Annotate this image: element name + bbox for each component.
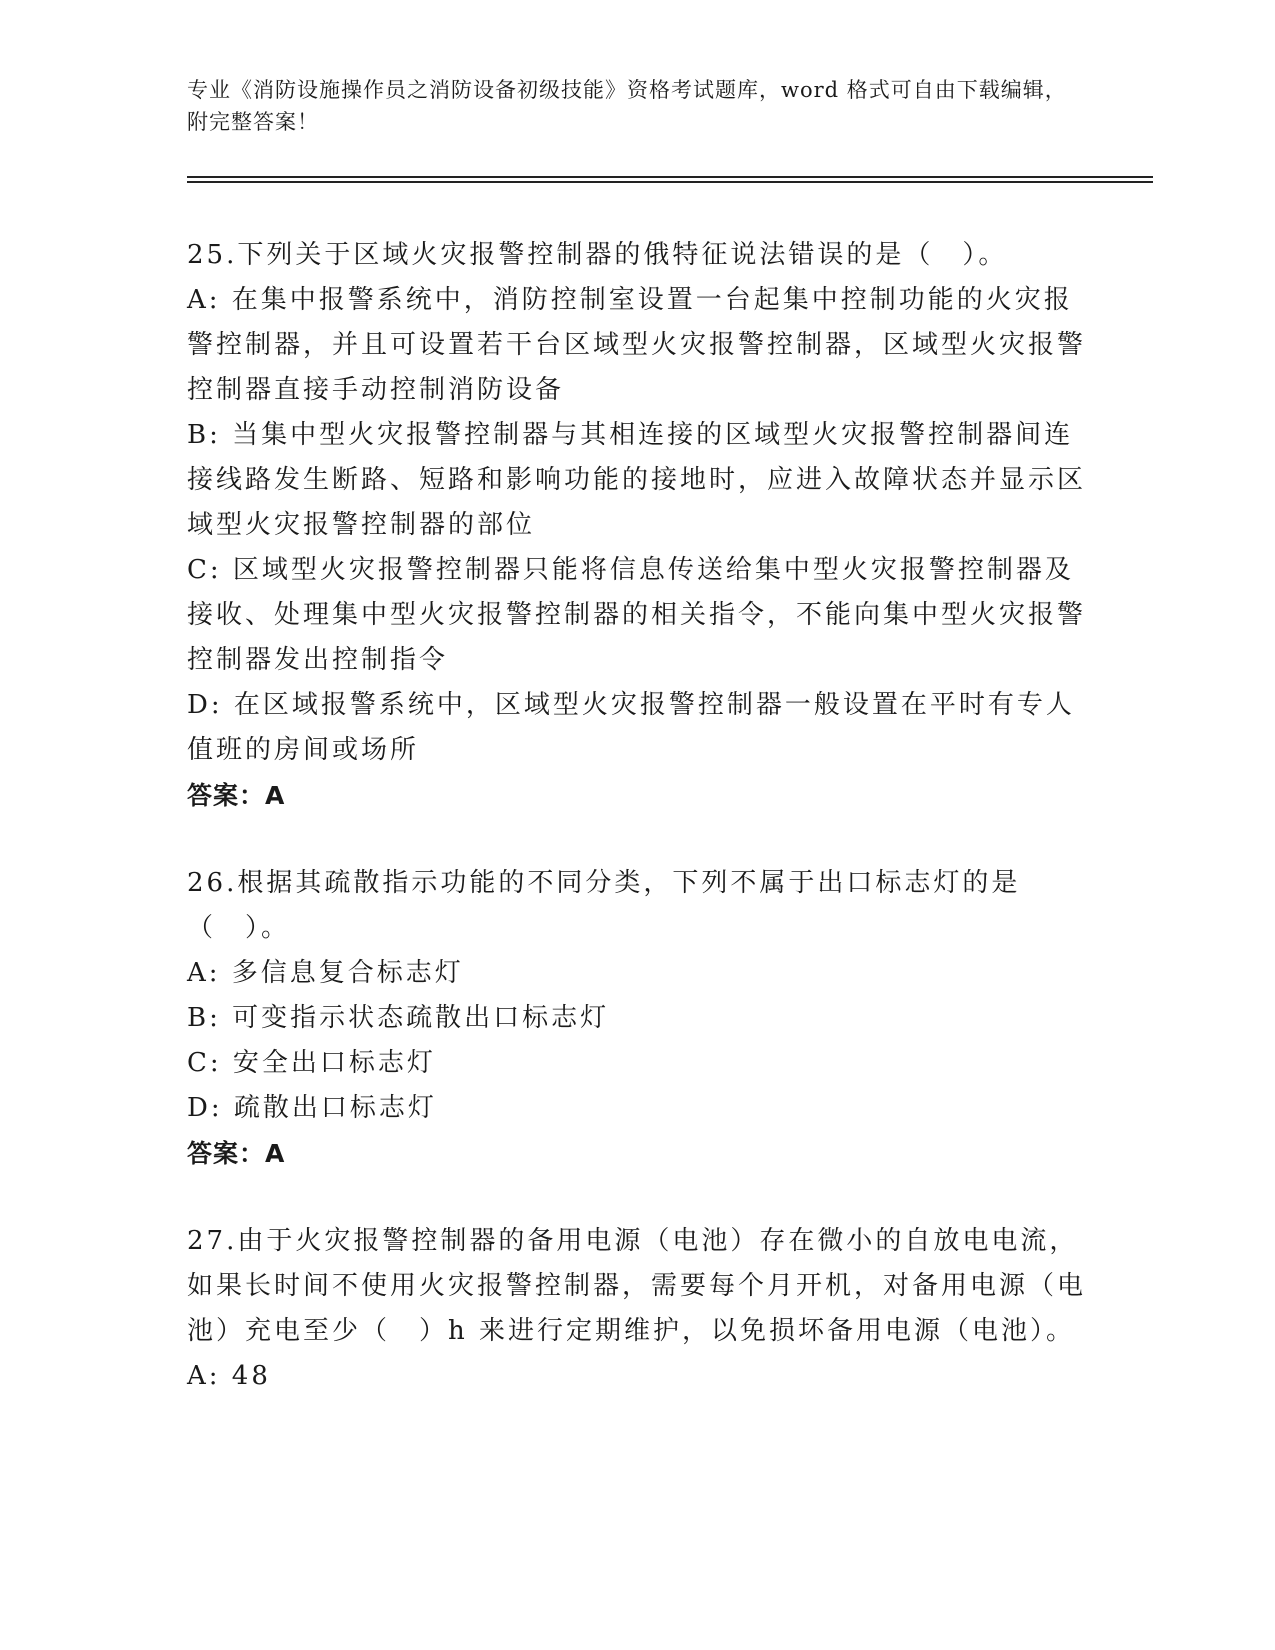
answer: 答案：A [187,781,286,810]
question-stem: 26.根据其疏散指示功能的不同分类，下列不属于出口标志灯的是（ ）。 [187,868,1021,943]
document-header [187,74,1067,138]
question-27 [187,1219,1087,1399]
option-d: D: 疏散出口标志灯 [187,1093,437,1123]
question-26 [187,861,1087,1176]
option-c: C: 安全出口标志灯 [187,1048,436,1078]
question-list [187,233,1087,1442]
question-stem: 27.由于火灾报警控制器的备用电源（电池）存在微小的自放电电流，如果长时间不使用火灾报警控制器，需要每个月开机，对备用电源（电池）充电至少（ ）h 来进行定期维护，以免损坏备用电源（电池）。 [187,1226,1087,1346]
header-text: 专业《消防设施操作员之消防设备初级技能》资格考试题库，word 格式可自由下载编辑，附完整答案！ [187,78,1067,134]
option-c: C: 区域型火灾报警控制器只能将信息传送给集中型火灾报警控制器及接收、处理集中型火灾报警控制器的相关指令，不能向集中型火灾报警控制器发出控制指令 [187,555,1087,675]
answer: 答案：A [187,1139,286,1168]
option-a: A: 48 [187,1361,271,1391]
option-a: A: 在集中报警系统中，消防控制室设置一台起集中控制功能的火灾报警控制器，并且可设置若干台区域型火灾报警控制器，区域型火灾报警控制器直接手动控制消防设备 [187,285,1087,405]
header-divider-bottom [187,181,1153,183]
question-stem: 25.下列关于区域火灾报警控制器的俄特征说法错误的是（ ）。 [187,240,1008,270]
question-25 [187,233,1087,818]
option-b: B: 可变指示状态疏散出口标志灯 [187,1003,610,1033]
option-d: D: 在区域报警系统中，区域型火灾报警控制器一般设置在平时有专人值班的房间或场所 [187,690,1075,765]
option-a: A: 多信息复合标志灯 [187,958,464,988]
header-divider-top [187,176,1153,178]
option-b: B: 当集中型火灾报警控制器与其相连接的区域型火灾报警控制器间连接线路发生断路、短路和影响功能的接地时，应进入故障状态并显示区域型火灾报警控制器的部位 [187,420,1087,540]
